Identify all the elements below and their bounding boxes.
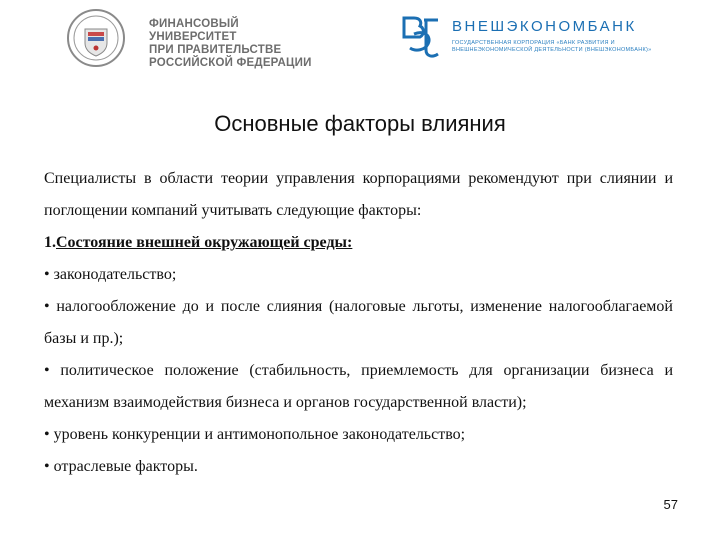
page-number: 57 (663, 497, 678, 512)
section-heading (44, 227, 673, 259)
bullet-item: • политическое положение (стабильность, приемлемость для организации бизнеса и механизм взаимодействия бизнеса и органов государственной власти); (44, 362, 673, 411)
heading-number: 1. (44, 234, 56, 251)
veb-logo (396, 12, 676, 64)
university-name-line1: ФИНАНСОВЫЙ УНИВЕРСИТЕТ (149, 18, 239, 43)
veb-monogram-icon (396, 12, 446, 62)
bullet-item: • налогообложение до и после слияния (налоговые льготы, изменение налогооблагаемой базы и пр.); (44, 298, 673, 347)
intro-paragraph: Специалисты в области теории управления корпорациями рекомендуют при слиянии и поглощении компаний учитывать следующие факторы: (44, 170, 673, 219)
bank-subtitle: ГОСУДАРСТВЕННАЯ КОРПОРАЦИЯ «БАНК РАЗВИТИЯ И ВНЕШНЕЭКОНОМИЧЕСКОЙ ДЕЯТЕЛЬНОСТИ (ВНЕШЭКОНОМБАНК)» (452, 40, 652, 53)
bank-name: ВНЕШЭКОНОМБАНК (452, 18, 637, 35)
bullet-item: • уровень конкуренции и антимонопольное законодательство; (44, 426, 466, 443)
slide-title: Основные факторы влияния (214, 111, 506, 136)
university-logo (66, 8, 326, 69)
university-seal-icon (66, 8, 126, 68)
bullet-item: • отраслевые факторы. (44, 458, 198, 475)
slide-body (44, 163, 673, 483)
university-name-line2: ПРИ ПРАВИТЕЛЬСТВЕ (149, 44, 282, 56)
university-name (149, 18, 326, 70)
heading-text: Состояние внешней окружающей среды: (56, 234, 353, 251)
bullet-item: • законодательство; (44, 266, 177, 283)
university-name-line3: РОССИЙСКОЙ ФЕДЕРАЦИИ (149, 57, 312, 69)
